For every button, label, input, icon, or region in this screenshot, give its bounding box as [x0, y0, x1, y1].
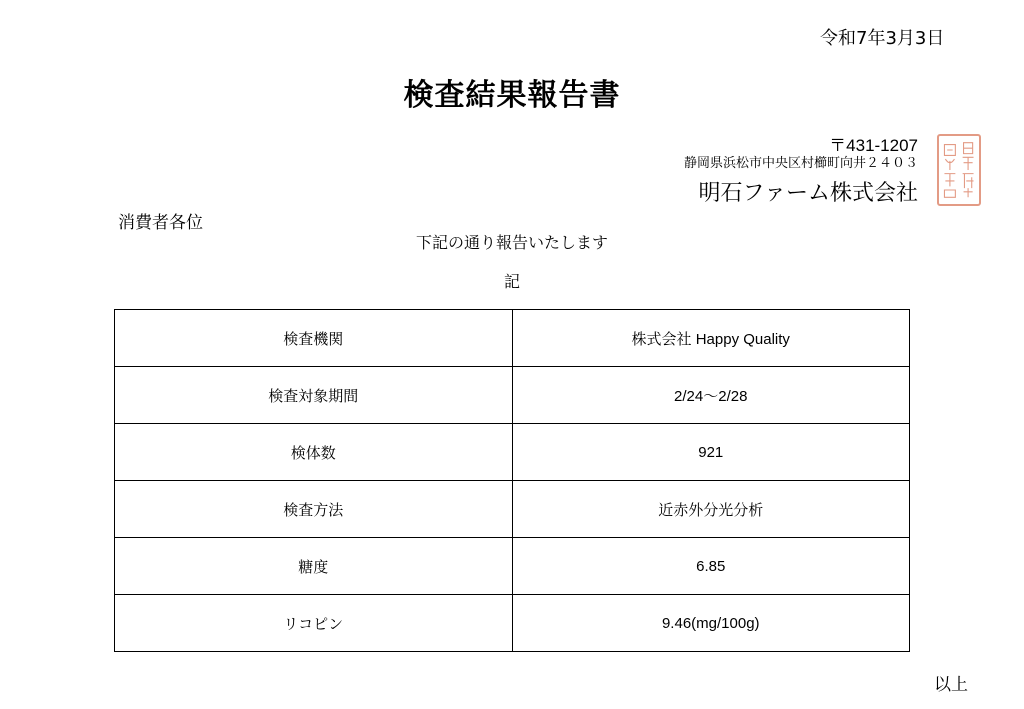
- row-label: 検査方法: [115, 481, 513, 538]
- intro-text: 下記の通り報告いたします: [415, 233, 608, 252]
- row-label: 検査対象期間: [115, 367, 513, 424]
- row-label: 検査機関: [115, 310, 513, 367]
- table-row: [115, 424, 910, 481]
- row-label: 検体数: [115, 424, 513, 481]
- sender-postal-code: 〒431-1207: [829, 136, 918, 155]
- table-row: [115, 310, 910, 367]
- company-seal-stamp: [937, 134, 981, 206]
- row-value: 2/24〜2/28: [512, 367, 910, 424]
- document-title: 検査結果報告書: [403, 78, 621, 113]
- row-value: 921: [512, 424, 910, 481]
- row-value: 近赤外分光分析: [512, 481, 910, 538]
- sender-company-name: 明石ファーム株式会社: [698, 181, 918, 206]
- row-value: 6.85: [512, 538, 910, 595]
- table-row: [115, 481, 910, 538]
- table-row: [115, 538, 910, 595]
- row-label: 糖度: [115, 538, 513, 595]
- recipient-salutation: 消費者各位: [118, 213, 203, 233]
- row-label: リコピン: [115, 595, 513, 652]
- table-row: [115, 595, 910, 652]
- table-row: [115, 367, 910, 424]
- ki-heading: 記: [503, 272, 520, 291]
- results-table: [114, 309, 910, 652]
- closing-text: 以上: [934, 675, 968, 695]
- sender-address: 静岡県浜松市中央区村櫛町向井２４０３: [683, 156, 918, 171]
- seal-icon: [939, 136, 979, 204]
- row-value: 9.46(mg/100g): [512, 595, 910, 652]
- row-value: 株式会社 Happy Quality: [512, 310, 910, 367]
- report-date: 令和7年3月3日: [820, 28, 945, 49]
